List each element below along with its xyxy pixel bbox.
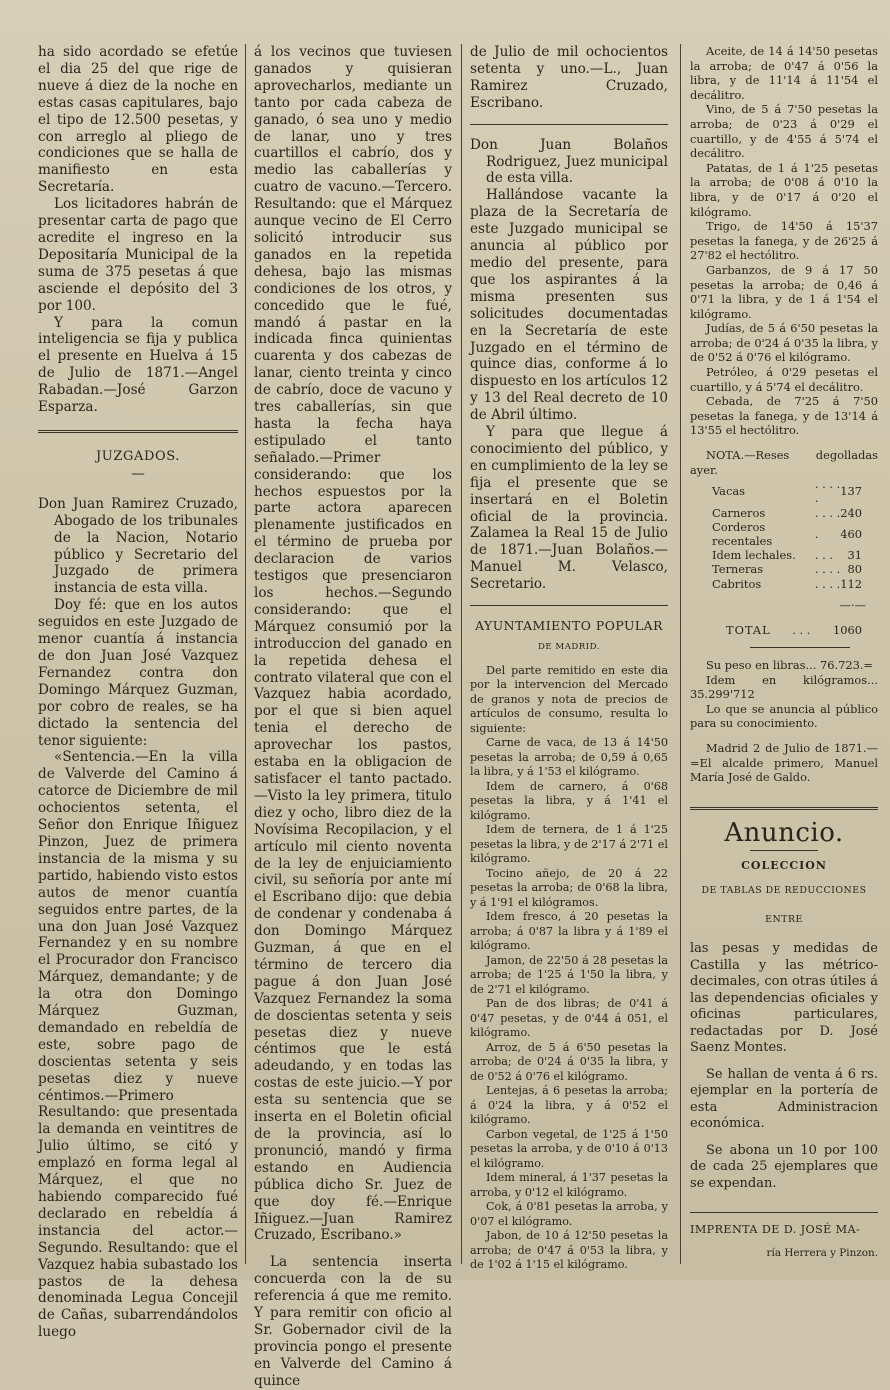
column-2: [254, 44, 452, 1389]
list-item: Idem de ternera, de 1 á 1'25 pesetas la libra, y de 2'17 á 2'71 el kilógramo.: [470, 823, 668, 866]
list-item: Vino, de 5 á 7'50 pesetas la arroba; de 0'23 á 0'29 el cuartillo, y de 4'55 á 5'74 el decálitro.: [690, 102, 878, 161]
table-cell: . . . .: [814, 576, 841, 591]
table-cell: . . . .: [814, 562, 841, 577]
list-item: Pan de dos libras; de 0'41 á 0'47 pesetas, y de 0'44 á 051, el kilógramo.: [470, 997, 668, 1040]
decorative-dash: —·—: [839, 597, 866, 612]
table-cell: Carneros: [712, 505, 766, 520]
paragraph: Doy fé: que en los autos seguidos en este Juzgado de menor cuantía á instancia de don Juan José Vazquez Fernandez contra don Domingo Márquez Guzman, por cobro de reales, se ha dictado la sentencia del tenor siguiente:: [38, 597, 238, 749]
paragraph: Y para que llegue á conocimiento del público, y en cumplimiento de la ley se fija el presente que se insertará en el Boletin oficial de la provincia. Zalamea la Real 15 de Julio de 1871.—Juan Bolaños.—Manuel M. Velasco, Secretario.: [470, 424, 668, 593]
list-item: Cebada, de 7'25 á 7'50 pesetas la fanega, y de 13'14 á 13'55 el hectólitro.: [690, 394, 878, 438]
nota-text: —Reses degolladas ayer.: [690, 448, 878, 477]
coleccion-heading: COLECCION: [741, 859, 827, 873]
table-cell: 460: [840, 526, 862, 541]
table-cell: . . .: [814, 548, 833, 563]
list-item: Petróleo, á 0'29 pesetas el cuartillo, y á 5'74 el decálitro.: [690, 365, 878, 394]
column-1: [38, 44, 238, 1341]
column-rule: [245, 44, 246, 1264]
imprenta-line-2: ría Herrera y Pinzon.: [766, 1246, 878, 1259]
paragraph: «Sentencia.—En la villa de Valverde del Camino á catorce de Diciembre de mil ochocientos setenta, el Señor don Enrique Iñiguez Pinzon, Juez de primera instancia de la misma y su partido, habiendo visto estos autos de menor cuantía seguidos entre partes, de la una don Juan José Vazquez Fernandez y en su nombre el Procurador don Francisco Márquez, demandante; y de la otra don Domingo Márquez Guzman, demandado en rebeldía de este, sobre pago de doscientas setenta y seis pesetas diez y nueve céntimos.—Primero Resultando: que presentada la demanda en veintitres de Julio último, se citó y emplazó en forma legal al Márquez, el que no habiendo comparecido fué declarado en rebeldía á instancia del actor.—Segundo. Resultando: que el Vazquez habia subastado los pastos de la dehesa denominada Legua Concejil de Cañas, subarrendándolos luego: [38, 749, 238, 1341]
paragraph: Don Juan Ramirez Cruzado, Abogado de los tribunales de la Nacion, Notario público y Secretario del Juzgado de primera instancia de esta villa.: [38, 495, 238, 597]
paragraph: Hallándose vacante la plaza de la Secretaría de este Juzgado municipal se anuncia al público por medio del presente, para que los aspirantes á la misma presenten sus solicitudes documentadas en la Secretaría de este Juzgado en el término de quince dias, conforme á lo dispuesto en los artículos 12 y 13 del Real decreto de 10 de Abril último.: [470, 187, 668, 424]
table-row: [712, 577, 862, 591]
table-row: [726, 623, 862, 637]
table-row: [712, 520, 862, 548]
list-item: Carbon vegetal, de 1'25 á 1'50 pesetas la arroba, y de 0'10 á 0'13 el kilógramo.: [470, 1127, 668, 1170]
table-row: [712, 548, 862, 562]
divider: [470, 605, 668, 606]
paragraph: de Julio de mil ochocientos setenta y uno.—L., Juan Ramirez Cruzado, Escribano.: [470, 44, 668, 111]
total-row: [726, 623, 862, 637]
list-item: Idem de carnero, á 0'68 pesetas la libra, y á 1'41 el kilógramo.: [470, 779, 668, 822]
paragraph: las pesas y medidas de Castilla y las métrico-decimales, con otras útiles á las dependencias oficiales y oficinas particulares, redactadas por D. José Saenz Montes.: [690, 941, 878, 1056]
table-row: [712, 506, 862, 520]
column-3: [470, 44, 668, 1274]
list-item: Aceite, de 14 á 14'50 pesetas la arroba; de 0'47 á 0'56 la libra, y de 11'14 á 11'54 el decálitro.: [690, 44, 878, 102]
paragraph: Su peso en libras... 76.723.=: [706, 658, 873, 673]
table-cell: . . . .: [814, 505, 841, 520]
section-title: JUZGADOS.: [95, 448, 181, 464]
paragraph: Y para la comun inteligencia se fija y publica el presente en Huelva á 15 de Julio de 1871.—Angel Rabadan.—José Garzon Esparza.: [38, 314, 238, 416]
paragraph: Del parte remitido en este dia por la intervencion del Mercado de granos y nota de precios de artículos de consumo, resulta lo siguiente:: [470, 663, 668, 735]
list-item: Lentejas, á 6 pesetas la arroba; á 0'24 la libra, y á 0'52 el kilógramo.: [470, 1084, 668, 1127]
divider: [750, 850, 818, 851]
table-cell: Idem lechales.: [712, 548, 796, 563]
tablas-heading: DE TABLAS DE REDUCCIONES: [701, 884, 867, 896]
total-dots: . . .: [792, 622, 811, 637]
table-cell: 80: [847, 562, 862, 577]
list-item: Arroz, de 5 á 6'50 pesetas la arroba; de 0'24 á 0'35 la libra, y de 0'52 á 0'76 el kilógramo.: [470, 1040, 668, 1083]
list-item: Idem fresco, á 20 pesetas la arroba; á 0'87 la libra y á 1'89 el kilógramo.: [470, 910, 668, 953]
nota-label: NOTA.: [706, 448, 745, 463]
table-cell: 137: [840, 484, 862, 499]
imprenta-line: IMPRENTA DE D. JOSÉ MA-: [690, 1223, 861, 1237]
column-4: [690, 44, 878, 1274]
list-item: Idem mineral, á 1'37 pesetas la arroba, y 0'12 el kilógramo.: [470, 1171, 668, 1199]
list-item: Jamon, de 22'50 á 28 pesetas la arroba; de 1'25 á 1'50 la libra, y de 2'71 el kilógramo.: [470, 953, 668, 996]
list-item: Garbanzos, de 9 á 17 50 pesetas la arroba; de 0,46 á 0'71 la libra, y de 1 á 1'54 el kilógramo.: [690, 262, 878, 321]
section-subtitle: DE MADRID.: [538, 642, 600, 652]
list-item: Cok, á 0'81 pesetas la arroba, y 0'07 el kilógramo.: [470, 1200, 668, 1228]
total-value: 1060: [833, 622, 862, 637]
section-title: AYUNTAMIENTO POPULAR: [475, 618, 663, 634]
table-cell: Vacas: [712, 484, 745, 499]
table-cell: 31: [847, 548, 862, 563]
list-item: Trigo, de 14'50 á 15'37 pesetas la fanega, y de 26'25 á 27'82 el hectólitro.: [690, 219, 878, 263]
paragraph: Los licitadores habrán de presentar carta de pago que acredite el ingreso en la Depositaría Municipal de la suma de 375 pesetas á que asciende el depósito del 3 por 100.: [38, 196, 238, 314]
anuncio-title: Anuncio.: [724, 817, 844, 848]
paragraph: á los vecinos que tuviesen ganados y quisieran aprovecharlos, mediante un tanto por cada cabeza de ganado, ó sea uno y medio de lanar, uno y tres cuartillos el cabrío, dos y medio las caballerías y cuatro de vacuno.—Tercero. Resultando: que el Márquez aunque vecino de El Cerro solicitó introducir sus ganados en la repetida dehesa, bajo las mismas condiciones de los otros, y concedido que le fué, mandó á pastar en la indicada finca quinientas cuarenta y dos cabezas de lanar, ciento treinta y cinco de cabrío, doce de vacuno y tres caballerías, sin que hasta la fecha haya estipulado el tanto señalado.—Primer considerando: que los hechos espuestos por la parte actora aparecen plenamente justificados en el término de prueba por declaracion de varios testigos que presenciaron los hechos.—Segundo considerando: que el Márquez consumió por la introduccion del ganado en la repetida dehesa el contrato vilateral que con el Vazquez habia acordado, por el que si bien aquel tenia el derecho de aprovechar los pastos, estaba en la obligacion de satisfacer el tanto pactado.—Visto la ley primera, titulo diez y ocho, libro diez de la Novísima Recopilacion, y el artículo mil ciento noventa de la ley de enjuiciamiento civil, su señoría por ante mí el Escribano dijo: que debia de condenar y condenaba á don Domingo Márquez Guzman, á que en el término de tercero dia pague á don Juan José Vazquez Fernandez la soma de doscientas setenta y seis pesetas diez y nueve céntimos que le está adeudando, y en todas las costas de este juicio.—Y por esta su sentencia que se inserta en el Boletin oficial de la provincia, así lo pronunció, mandó y firma estando en Audiencia pública dicho Sr. Juez de que doy fé.—Enrique Iñiguez.—Juan Ramirez Cruzado, Escribano.»: [254, 44, 452, 1244]
section-divider: [690, 807, 878, 810]
table-row: [712, 562, 862, 576]
section-divider: [38, 430, 238, 433]
reses-table: [712, 477, 862, 591]
list-item: Carne de vaca, de 13 á 14'50 pesetas la arroba; de 0,59 á 0,65 la libra, y á 1'53 el kilógramo.: [470, 736, 668, 779]
column-rule: [680, 44, 681, 1264]
paragraph: Se abona un 10 por 100 de cada 25 ejemplares que se expendan.: [690, 1142, 878, 1191]
list-item: Tocino añejo, de 20 á 22 pesetas la arroba; de 0'68 la libra, y á 1'91 el kilógramos.: [470, 866, 668, 909]
table-cell: Terneras: [712, 562, 764, 577]
table-cell: 240: [840, 505, 862, 520]
paragraph: Don Juan Bolaños Rodriguez, Juez municipal de esta villa.: [470, 136, 668, 187]
paragraph: Idem en kilógramos... 35.299'712: [690, 672, 878, 702]
list-item: Patatas, de 1 á 1'25 pesetas la arroba; de 0'08 á 0'10 la libra, y de 0'17 á 0'20 el kilógramo.: [690, 160, 878, 219]
divider: [470, 124, 668, 125]
column-rule: [461, 44, 462, 1264]
table-cell: . . . . .: [814, 477, 841, 506]
divider: [750, 647, 850, 648]
list-item: Jabon, de 10 á 12'50 pesetas la arroba; de 0'47 á 0'53 la libra, y de 1'02 á 1'15 el kilógramo.: [470, 1229, 668, 1272]
table-cell: Corderos recentales: [712, 519, 773, 549]
nota-heading: [690, 448, 878, 477]
paragraph: Se hallan de venta á 6 rs. ejemplar en la portería de esta Administracion económica.: [690, 1066, 878, 1132]
paragraph: La sentencia inserta concuerda con la de su referencia á que me remito. Y para remitir con oficio al Sr. Gobernador civil de la provincia pongo el presente en Valverde del Camino á quince: [254, 1254, 452, 1389]
paragraph: ha sido acordado se efetúe el dia 25 del que rige de nueve á diez de la noche en estas casas capitulares, bajo el tipo de 12.500 pesetas, y con arreglo al pliego de condiciones que se halla de manifiesto en esta Secretaría.: [38, 44, 238, 196]
paragraph: Madrid 2 de Julio de 1871.—=El alcalde primero, Manuel María José de Galdo.: [690, 741, 878, 785]
table-cell: Cabritos: [712, 576, 762, 591]
divider: [690, 1212, 878, 1213]
total-label: TOTAL: [726, 622, 771, 637]
entre-heading: ENTRE: [765, 913, 803, 925]
list-item: Judías, de 5 á 6'50 pesetas la arroba; de 0'24 á 0'35 la libra, y de 0'52 á 0'76 el kilógramo.: [690, 321, 878, 365]
section-dash: —: [131, 465, 145, 482]
table-row: [712, 477, 862, 505]
table-cell: .: [814, 526, 819, 541]
paragraph: Lo que se anuncia al público para su conocimiento.: [690, 701, 878, 731]
table-cell: 112: [840, 576, 862, 591]
